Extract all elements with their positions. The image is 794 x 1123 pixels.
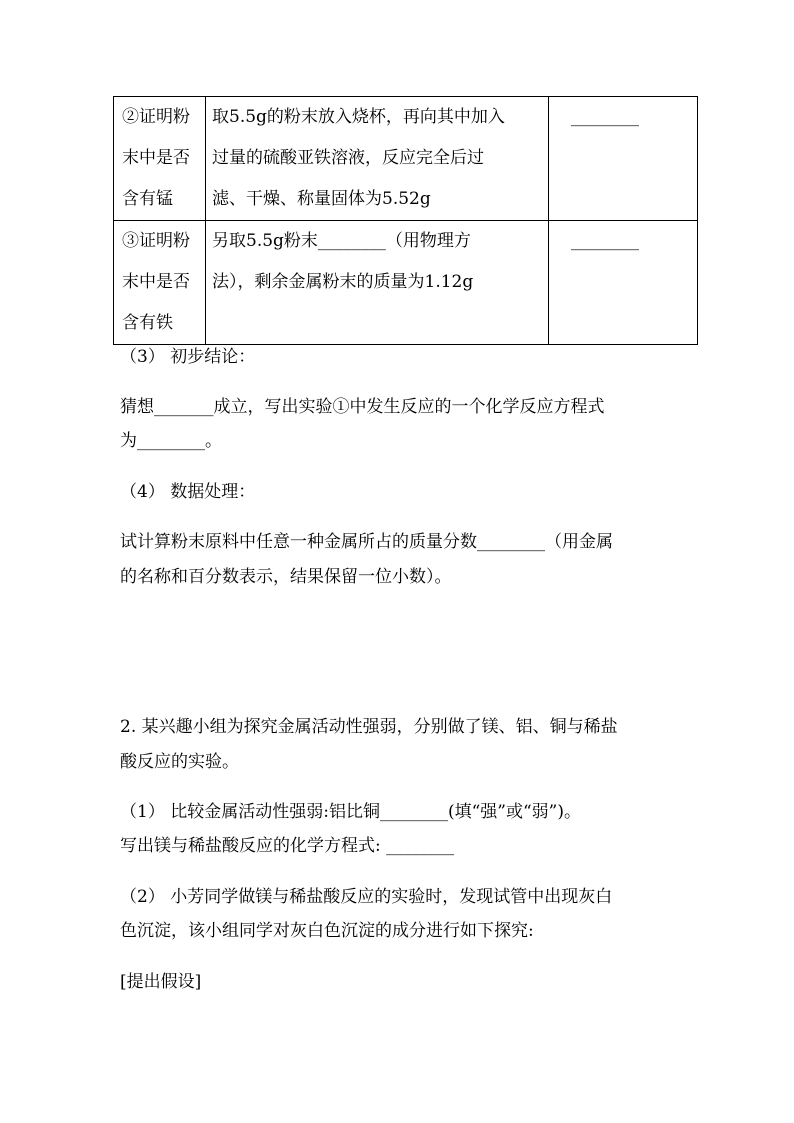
operation-cell (206, 97, 549, 221)
experiment-table (113, 96, 698, 345)
table-row (114, 97, 698, 221)
table-row (114, 221, 698, 345)
paragraph-line: 猜想_______成立，写出实验①中发生反应的一个化学反应方程式 (120, 397, 605, 417)
subquestion-text: 写出镁与稀盐酸反应的化学方程式: ________ (120, 836, 455, 856)
step-cell (114, 97, 206, 221)
answer-blank: ________ (571, 107, 639, 127)
section-heading: （3） 初步结论： (120, 347, 256, 367)
step-text-line: 末中是否 (122, 272, 190, 292)
result-cell (549, 97, 698, 221)
paragraph-line: 试计算粉末原料中任意一种金属所占的质量分数________（用金属 (120, 532, 613, 552)
step-text-line: 含有锰 (122, 189, 173, 209)
question-text: 2. 某兴趣小组为探究金属活动性强弱，分别做了镁、铝、铜与稀盐 (120, 717, 618, 737)
answer-blank: ________ (571, 231, 639, 251)
paragraph-line: 为________。 (120, 431, 222, 451)
step-text-line: ②证明粉 (122, 107, 190, 127)
operation-text-line: 过量的硫酸亚铁溶液，反应完全后过 (212, 148, 484, 168)
operation-text-line: 滤、干燥、称量固体为5.52g (212, 189, 431, 209)
result-cell (549, 221, 698, 345)
operation-text-line: 法），剩余金属粉末的质量为1.12g (212, 272, 474, 292)
operation-cell (206, 221, 549, 345)
paragraph-line: 的名称和百分数表示，结果保留一位小数）。 (120, 567, 452, 587)
operation-text-line: 另取5.5g粉末________（用物理方 (212, 231, 471, 251)
subquestion-text: 色沉淀，该小组同学对灰白色沉淀的成分进行如下探究: (120, 921, 534, 941)
section-heading: （4） 数据处理： (120, 482, 256, 502)
operation-text-line: 取5.5g的粉末放入烧杯，再向其中加入 (212, 107, 505, 127)
subquestion-text: （1） 比较金属活动性强弱:铝比铜________(填“强”或“弱”)。 (120, 802, 581, 822)
step-text-line: ③证明粉 (122, 231, 190, 251)
subquestion-text: （2） 小芳同学做镁与稀盐酸反应的实验时，发现试管中出现灰白 (120, 887, 613, 907)
question-text: 酸反应的实验。 (120, 752, 239, 772)
section-label: [提出假设] (120, 972, 202, 992)
step-text-line: 末中是否 (122, 148, 190, 168)
step-cell (114, 221, 206, 345)
step-text-line: 含有铁 (122, 313, 173, 333)
